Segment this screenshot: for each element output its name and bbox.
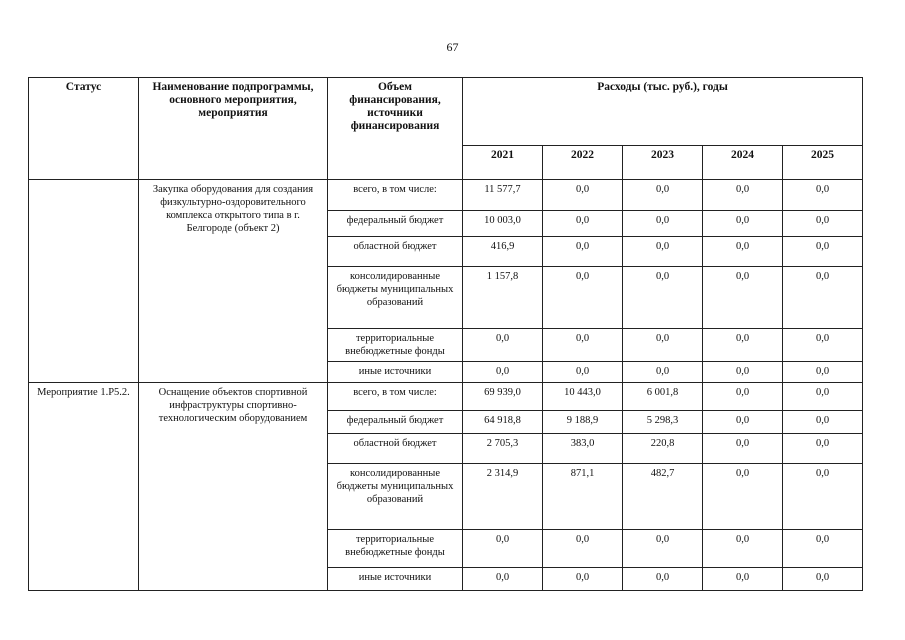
value-cell: 1 157,8 <box>463 267 543 329</box>
value-cell: 69 939,0 <box>463 383 543 411</box>
value-cell: 0,0 <box>623 329 703 362</box>
value-cell: 0,0 <box>623 211 703 237</box>
page-number: 67 <box>446 40 459 54</box>
value-cell: 0,0 <box>543 267 623 329</box>
source-cell: областной бюджет <box>328 434 463 464</box>
value-cell: 0,0 <box>783 434 863 464</box>
value-cell: 0,0 <box>783 180 863 211</box>
value-cell: 0,0 <box>703 568 783 591</box>
value-cell: 0,0 <box>703 434 783 464</box>
source-cell: федеральный бюджет <box>328 411 463 434</box>
value-cell: 0,0 <box>703 237 783 267</box>
value-cell: 0,0 <box>543 329 623 362</box>
value-cell: 0,0 <box>543 530 623 568</box>
value-cell: 2 705,3 <box>463 434 543 464</box>
value-cell: 0,0 <box>703 383 783 411</box>
header-year: 2023 <box>623 146 703 180</box>
value-cell: 0,0 <box>783 464 863 530</box>
value-cell: 9 188,9 <box>543 411 623 434</box>
value-cell: 2 314,9 <box>463 464 543 530</box>
source-cell: территориальные внебюджетные фонды <box>328 530 463 568</box>
value-cell: 0,0 <box>543 211 623 237</box>
status-cell: Мероприятие 1.Р5.2. <box>29 383 139 591</box>
value-cell: 0,0 <box>783 411 863 434</box>
value-cell: 6 001,8 <box>623 383 703 411</box>
value-cell: 0,0 <box>543 237 623 267</box>
source-cell: всего, в том числе: <box>328 383 463 411</box>
source-cell: иные источники <box>328 568 463 591</box>
value-cell: 0,0 <box>703 362 783 383</box>
header-status: Статус <box>29 78 139 180</box>
value-cell: 5 298,3 <box>623 411 703 434</box>
value-cell: 0,0 <box>463 362 543 383</box>
value-cell: 0,0 <box>703 267 783 329</box>
value-cell: 0,0 <box>463 329 543 362</box>
value-cell: 383,0 <box>543 434 623 464</box>
value-cell: 0,0 <box>783 329 863 362</box>
value-cell: 0,0 <box>623 362 703 383</box>
value-cell: 0,0 <box>783 211 863 237</box>
source-cell: всего, в том числе: <box>328 180 463 211</box>
value-cell: 11 577,7 <box>463 180 543 211</box>
value-cell: 482,7 <box>623 464 703 530</box>
value-cell: 10 443,0 <box>543 383 623 411</box>
value-cell: 0,0 <box>543 180 623 211</box>
status-cell <box>29 180 139 383</box>
header-expenses: Расходы (тыс. руб.), годы <box>463 78 863 146</box>
value-cell: 0,0 <box>623 267 703 329</box>
value-cell: 0,0 <box>703 411 783 434</box>
value-cell: 0,0 <box>783 383 863 411</box>
value-cell: 871,1 <box>543 464 623 530</box>
value-cell: 0,0 <box>783 237 863 267</box>
value-cell: 220,8 <box>623 434 703 464</box>
value-cell: 0,0 <box>463 530 543 568</box>
source-cell: консолидированные бюджеты муниципальных образований <box>328 464 463 530</box>
header-year: 2022 <box>543 146 623 180</box>
value-cell: 0,0 <box>623 568 703 591</box>
value-cell: 0,0 <box>783 267 863 329</box>
value-cell: 0,0 <box>623 180 703 211</box>
value-cell: 0,0 <box>703 180 783 211</box>
value-cell: 0,0 <box>703 530 783 568</box>
value-cell: 0,0 <box>623 237 703 267</box>
header-year: 2021 <box>463 146 543 180</box>
value-cell: 0,0 <box>783 568 863 591</box>
source-cell: территориальные внебюджетные фонды <box>328 329 463 362</box>
header-name: Наименование подпрограммы, основного мероприятия, мероприятия <box>139 78 328 180</box>
activity-name-cell: Оснащение объектов спортивной инфраструктуры спортивно-технологическим оборудованием <box>139 383 328 591</box>
value-cell: 0,0 <box>703 211 783 237</box>
value-cell: 0,0 <box>783 362 863 383</box>
value-cell: 0,0 <box>543 568 623 591</box>
budget-table <box>28 77 863 591</box>
value-cell: 0,0 <box>543 362 623 383</box>
source-cell: консолидированные бюджеты муниципальных образований <box>328 267 463 329</box>
value-cell: 0,0 <box>463 568 543 591</box>
source-cell: федеральный бюджет <box>328 211 463 237</box>
value-cell: 0,0 <box>623 530 703 568</box>
header-volume: Объем финансирования, источники финансирования <box>328 78 463 180</box>
header-year: 2024 <box>703 146 783 180</box>
value-cell: 0,0 <box>703 464 783 530</box>
source-cell: иные источники <box>328 362 463 383</box>
value-cell: 416,9 <box>463 237 543 267</box>
value-cell: 0,0 <box>703 329 783 362</box>
value-cell: 0,0 <box>783 530 863 568</box>
value-cell: 64 918,8 <box>463 411 543 434</box>
source-cell: областной бюджет <box>328 237 463 267</box>
activity-name-cell: Закупка оборудования для создания физкультурно-оздоровительного комплекса открытого типа в г. Белгороде (объект 2) <box>139 180 328 383</box>
header-year: 2025 <box>783 146 863 180</box>
value-cell: 10 003,0 <box>463 211 543 237</box>
